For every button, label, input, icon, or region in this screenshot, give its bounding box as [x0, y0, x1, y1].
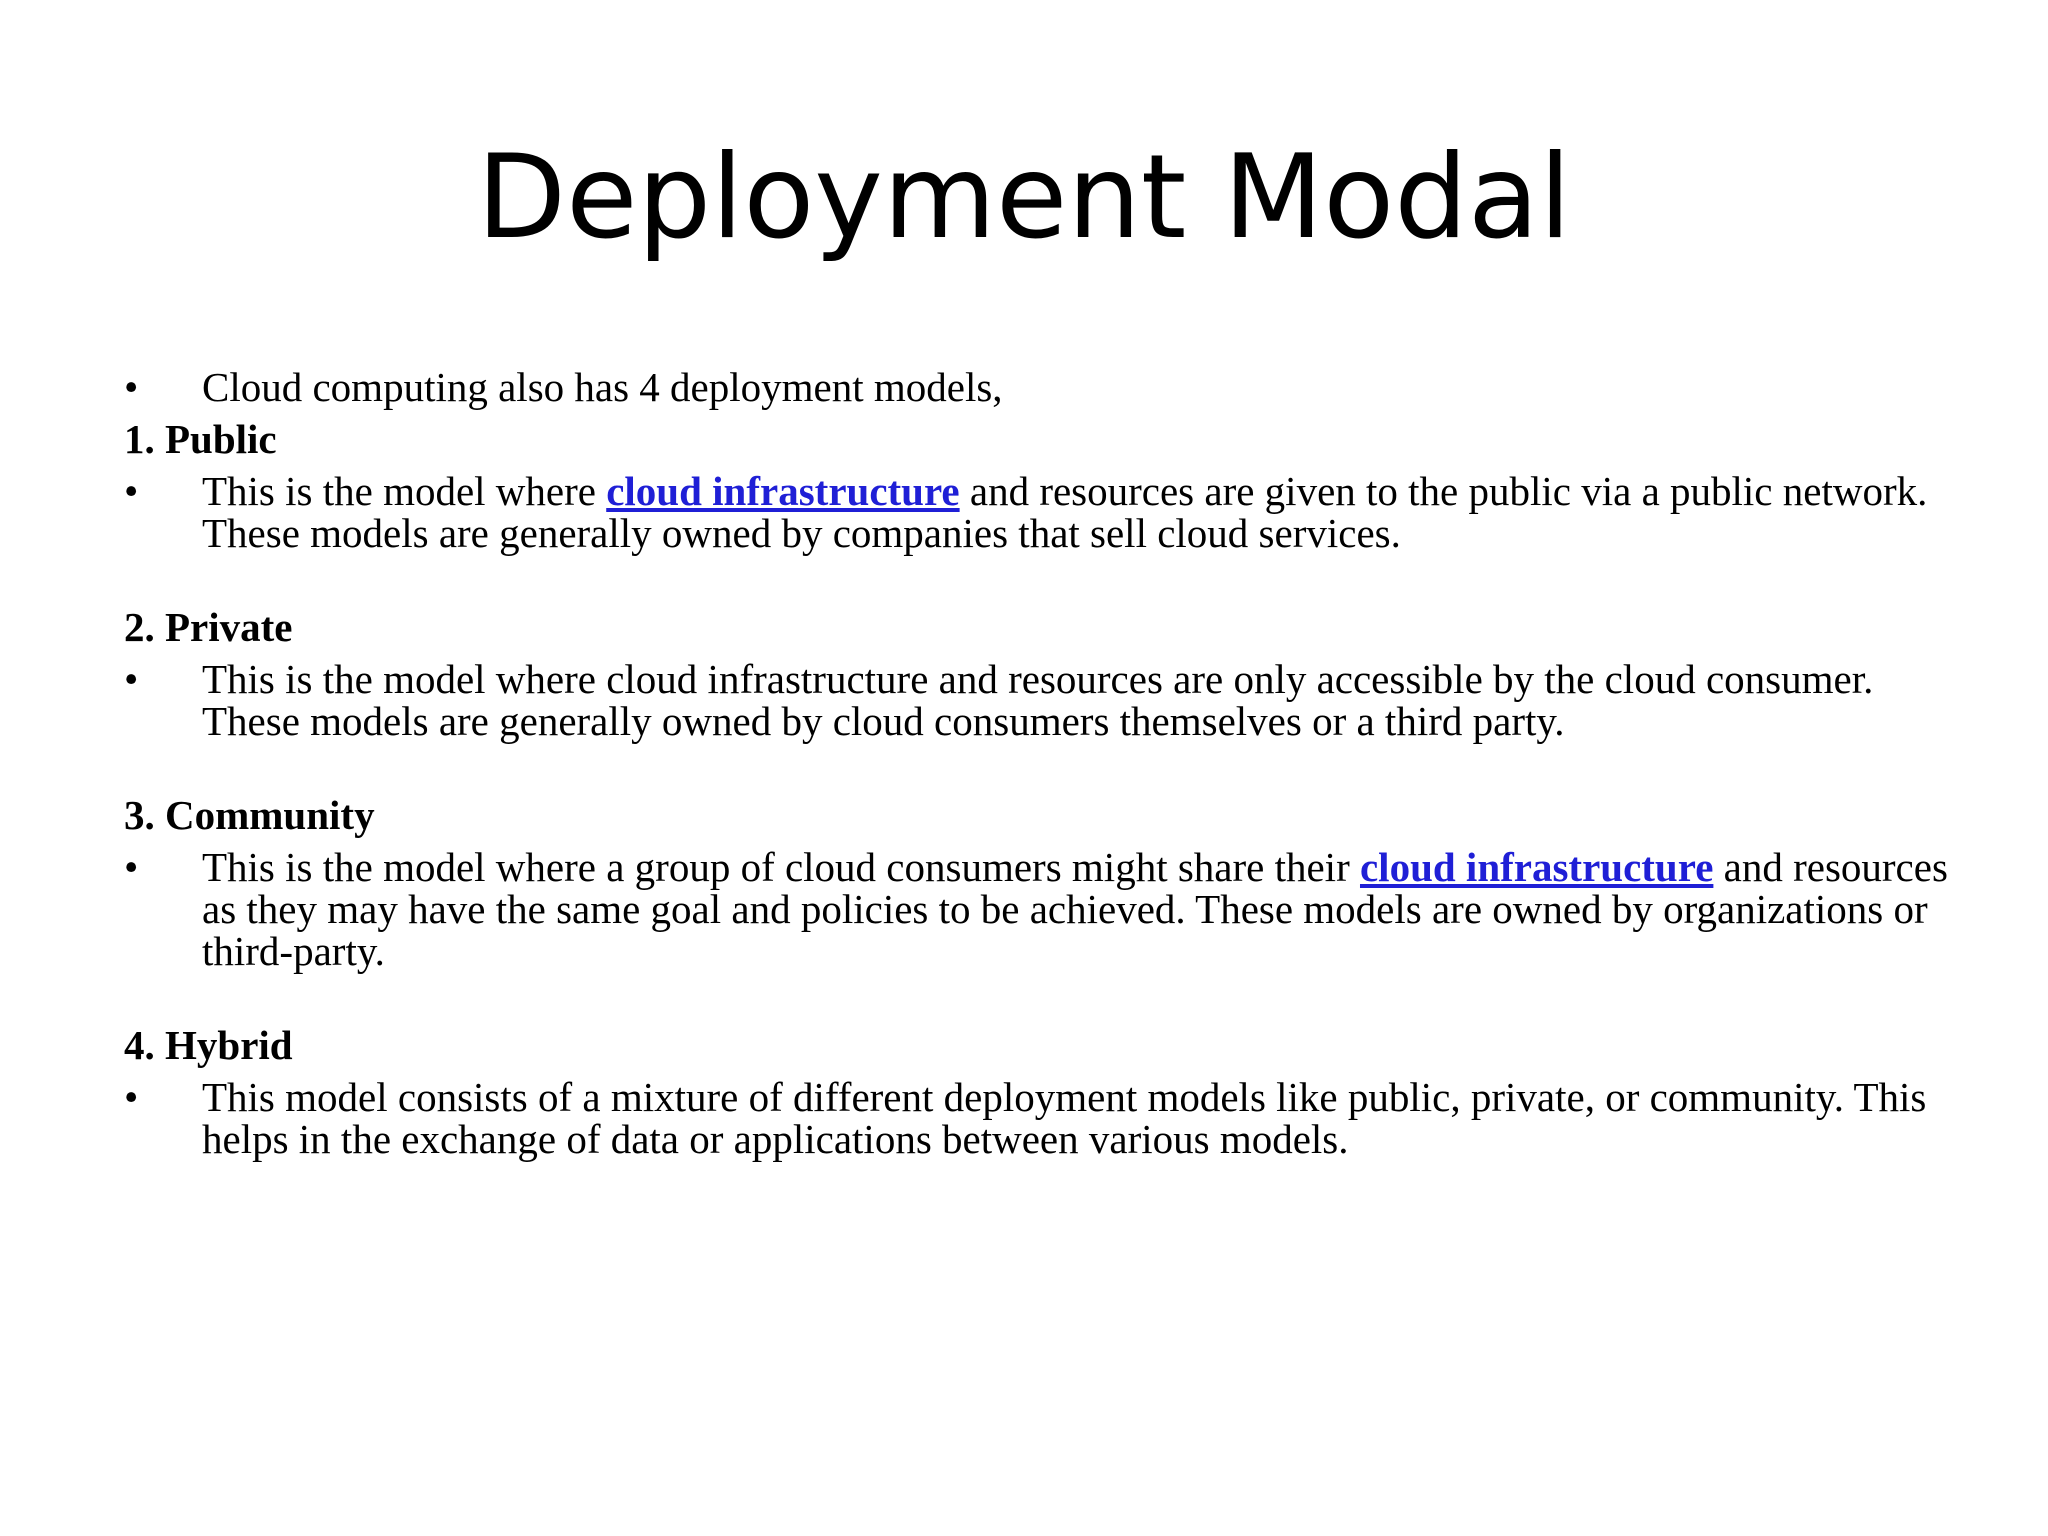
bullet-icon: •	[124, 1074, 139, 1120]
bullet-icon: •	[124, 364, 139, 410]
bullet-icon: •	[124, 656, 139, 702]
section-heading-public: 1. Public	[124, 416, 277, 462]
section-item-private	[124, 658, 1954, 742]
spacer	[124, 742, 1954, 794]
section-item-hybrid	[124, 1076, 1954, 1160]
intro-item	[124, 366, 1954, 408]
cloud-infrastructure-link[interactable]: cloud infrastructure	[1359, 844, 1714, 890]
section-heading-hybrid: 4. Hybrid	[124, 1022, 293, 1068]
slide-title: Deployment Modal	[476, 130, 1572, 265]
section-heading-community: 3. Community	[124, 792, 375, 838]
section-heading-private: 2. Private	[124, 604, 293, 650]
bullet-icon: •	[124, 468, 139, 514]
section-text: This is the model where	[202, 468, 607, 514]
slide-body	[124, 366, 1954, 1160]
cloud-infrastructure-link[interactable]: cloud infrastructure	[606, 468, 960, 514]
intro-text: Cloud computing also has 4 deployment models,	[202, 364, 1003, 410]
section-text: and resources as they may have the same goal and policies to be achieved. These models are owned by organizations or third-party.	[202, 844, 1948, 974]
section-text: and resources are given to the public via a public network. These models are generally owned by companies that sell cloud services.	[202, 468, 1928, 556]
section-item-public	[124, 470, 1954, 554]
bullet-icon: •	[124, 844, 139, 890]
section-text: This is the model where a group of cloud consumers might share their	[202, 844, 1360, 890]
section-text: This model consists of a mixture of different deployment models like public, private, or community. This helps in the exchange of data or applications between various models.	[202, 1074, 1927, 1162]
spacer	[124, 554, 1954, 606]
section-text: This is the model where cloud infrastructure and resources are only accessible by the cloud consumer. These models are generally owned by cloud consumers themselves or a third party.	[202, 656, 1874, 744]
spacer	[124, 972, 1954, 1024]
section-item-community	[124, 846, 1954, 972]
